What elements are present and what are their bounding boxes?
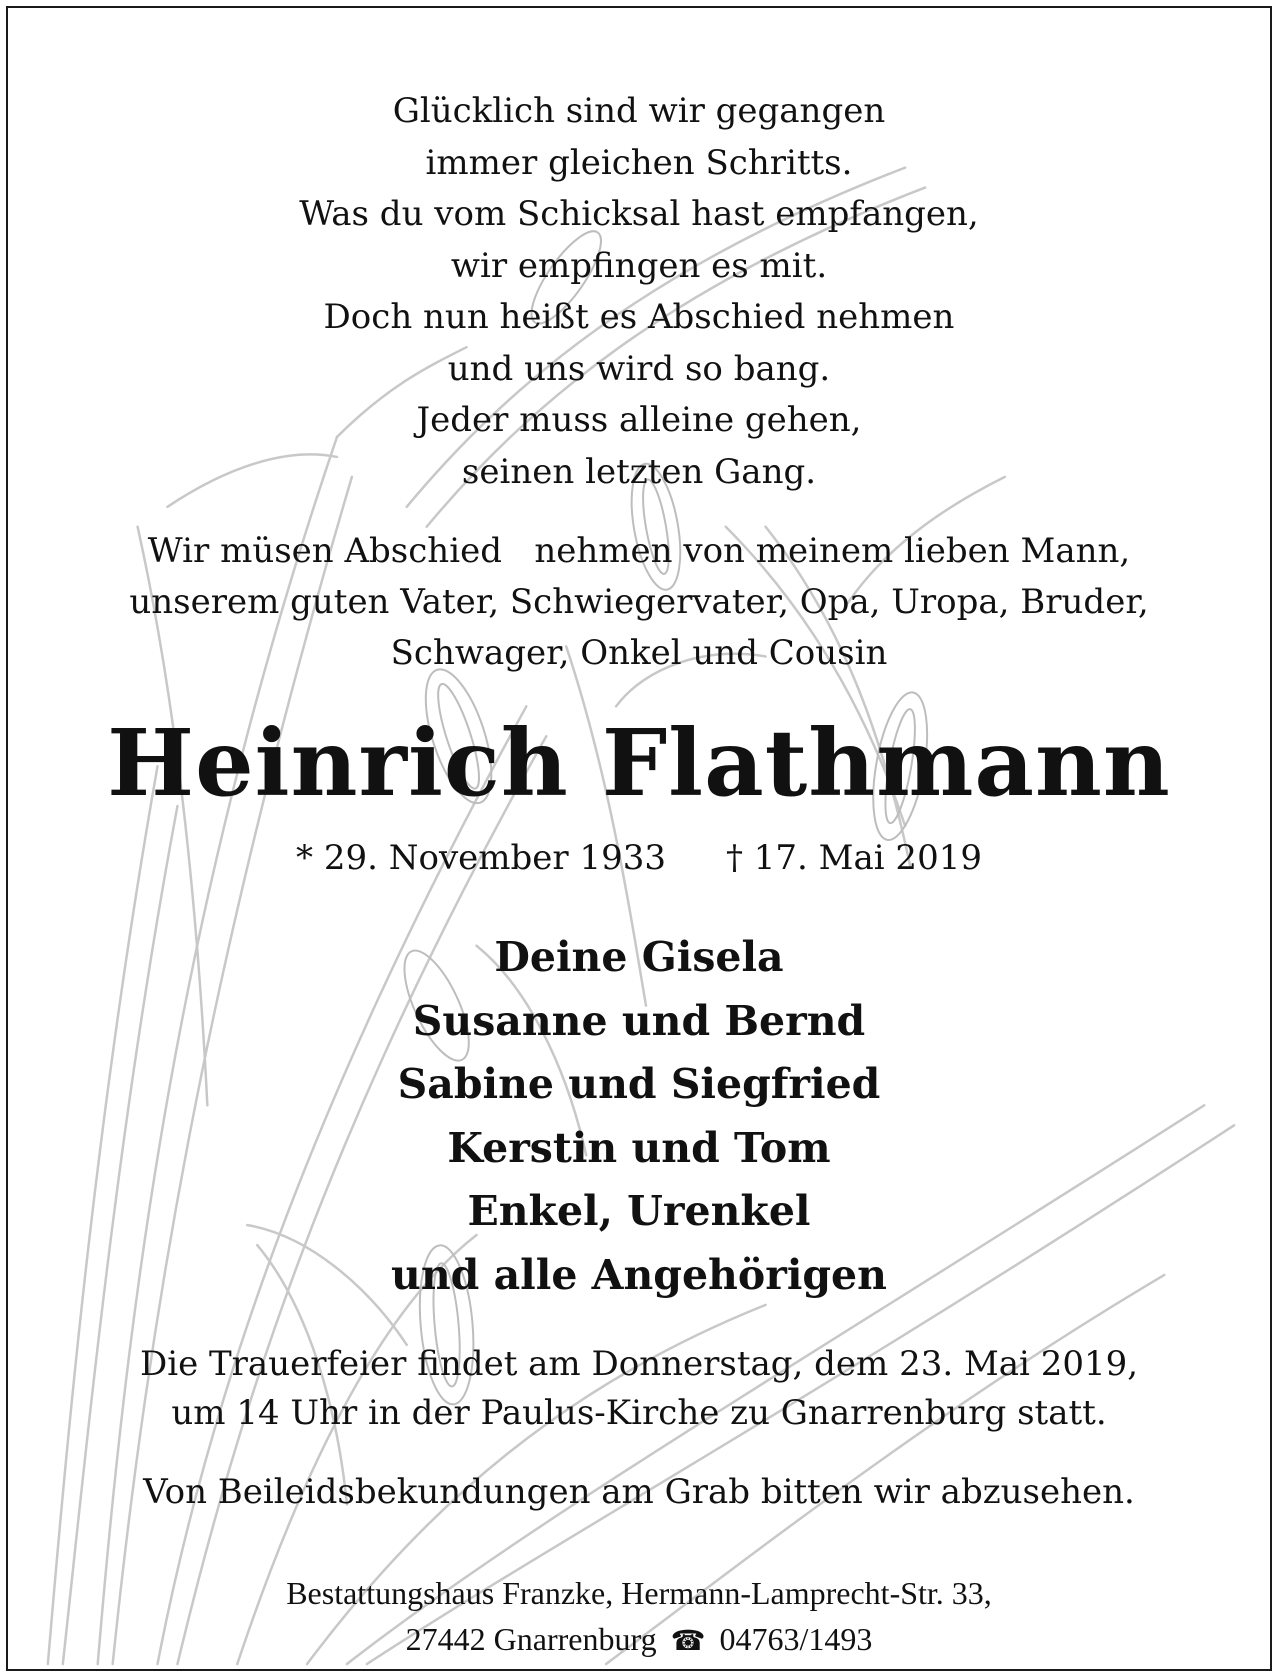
- service-line: um 14 Uhr in der Paulus-Kirche zu Gnarrenburg statt.: [171, 1393, 1107, 1433]
- funeral-home-address: Bestattungshaus Franzke, Hermann-Lamprecht-Str. 33,: [286, 1575, 992, 1611]
- obituary-frame: [6, 6, 1272, 1671]
- mourner-line: Susanne und Bernd: [412, 996, 866, 1045]
- condolence-note: Von Beileidsbekundungen am Grab bitten wir abzusehen.: [143, 1472, 1135, 1512]
- mourner-line: Kerstin und Tom: [447, 1123, 831, 1172]
- service-line: Die Trauerfeier findet am Donnerstag, dem 23. Mai 2019,: [139, 1344, 1139, 1384]
- intro-line: unserem guten Vater, Schwiegervater, Opa, Uropa, Bruder,: [129, 582, 1149, 622]
- poem-line: immer gleichen Schritts.: [425, 142, 853, 183]
- intro-line: Schwager, Onkel und Cousin: [390, 633, 888, 673]
- poem-line: wir empfingen es mit.: [450, 245, 828, 286]
- birth-date: * 29. November 1933: [296, 838, 666, 878]
- poem-line: und uns wird so bang.: [447, 348, 831, 389]
- funeral-home-info: [8, 1570, 1270, 1664]
- mourners-list: [8, 926, 1270, 1307]
- obituary-content: [8, 8, 1270, 1669]
- death-date: † 17. Mai 2019: [725, 838, 982, 878]
- intro-line: Wir müsen Abschied nehmen von meinem lieben Mann,: [147, 531, 1131, 571]
- farewell-intro: [8, 526, 1270, 679]
- funeral-service-info: [8, 1340, 1270, 1438]
- funeral-home-contact: [8, 1616, 1270, 1664]
- poem: [8, 86, 1270, 498]
- funeral-home-city: 27442 Gnarrenburg: [405, 1621, 657, 1657]
- poem-line: seinen letzten Gang.: [461, 451, 817, 492]
- funeral-home-phone: 04763/1493: [719, 1621, 873, 1657]
- mourner-line: Deine Gisela: [494, 933, 784, 981]
- poem-line: Was du vom Schicksal hast empfangen,: [299, 194, 979, 234]
- deceased-name: Heinrich Flathmann: [107, 709, 1171, 817]
- poem-line: Jeder muss alleine gehen,: [416, 400, 862, 440]
- mourner-line: Enkel, Urenkel: [467, 1187, 811, 1235]
- poem-line: Doch nun heißt es Abschied nehmen: [323, 297, 955, 337]
- telephone-icon: ☎: [670, 1624, 706, 1657]
- poem-line: Glücklich sind wir gegangen: [392, 91, 886, 131]
- mourner-line: und alle Angehörigen: [391, 1250, 887, 1299]
- life-dates: [8, 836, 1270, 880]
- mourner-line: Sabine und Siegfried: [397, 1060, 881, 1108]
